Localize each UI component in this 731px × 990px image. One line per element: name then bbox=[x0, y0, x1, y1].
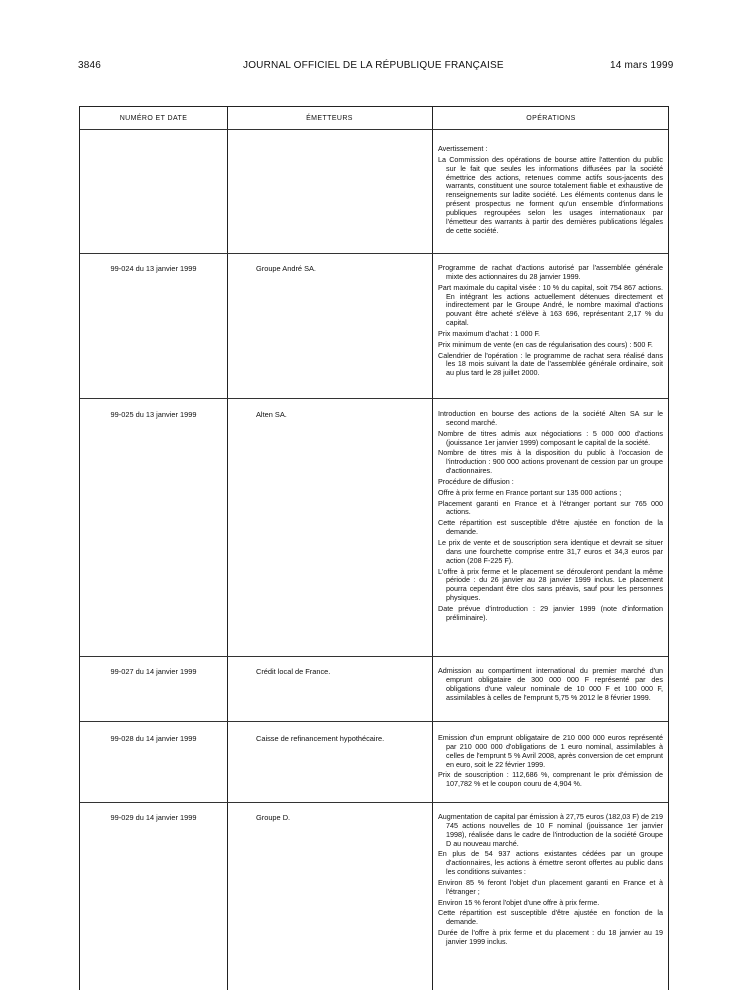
row-separator bbox=[80, 129, 668, 130]
operation-line: Environ 85 % feront l'objet d'un placement garanti en France et à l'étranger ; bbox=[438, 877, 663, 896]
journal-title: JOURNAL OFFICIEL DE LA RÉPUBLIQUE FRANÇAISE bbox=[243, 60, 504, 71]
page-number: 3846 bbox=[78, 60, 102, 71]
operations-text bbox=[438, 667, 663, 704]
operation-line: Augmentation de capital par émission à 27,75 euros (182,03 F) de 219 745 actions nouvelles de 10 F nominal (jouissance 1er janvier 1998), réalisée dans le cadre de l'introduction de la société Groupe D au nouveau marché. bbox=[438, 812, 663, 848]
operations-text bbox=[438, 813, 663, 949]
row-separator bbox=[80, 721, 668, 722]
operation-line: Procédure de diffusion : bbox=[438, 476, 514, 486]
operation-line: Date prévue d'introduction : 29 janvier 1999 (note d'information préliminaire). bbox=[438, 603, 663, 622]
column-header-operations: OPÉRATIONS bbox=[526, 114, 576, 122]
operation-line: Prix minimum de vente (en cas de régularisation des cours) : 500 F. bbox=[438, 339, 653, 349]
numero-date: 99-028 du 14 janvier 1999 bbox=[110, 734, 197, 743]
operations-table bbox=[79, 106, 669, 990]
numero-date: 99-027 du 14 janvier 1999 bbox=[110, 667, 197, 676]
emetteur: Caisse de refinancement hypothécaire. bbox=[256, 734, 385, 743]
operation-line: Part maximale du capital visée : 10 % du capital, soit 754 867 actions. En intégrant les actions actuellement détenues directement et indirectement par le Groupe André, le nombre maximal d'actions pouvant être acheté s'élève à 163 696, représentant 2,17 % du capital. bbox=[438, 282, 663, 328]
column-divider bbox=[227, 107, 228, 990]
operation-line: Nombre de titres mis à la disposition du public à l'occasion de l'introduction : 900 000 actions provenant de cession par un groupe d'actionnaires. bbox=[438, 448, 663, 476]
operations-text bbox=[438, 410, 663, 625]
operation-line: L'offre à prix ferme et le placement se dérouleront pendant la même période : du 26 janvier au 28 janvier 1999 inclus. Le placement pourra cependant être clos sans préavis, sauf pour les personnes physiques. bbox=[438, 566, 663, 603]
operation-line: Avertissement : bbox=[438, 144, 488, 153]
operation-line: Le prix de vente et de souscription sera identique et devrait se situer dans une fourchette comprise entre 31,7 euros et 34,3 euros par action (208 F-225 F). bbox=[438, 537, 663, 565]
operation-line: Placement garanti en France et à l'étranger portant sur 765 000 actions. bbox=[438, 498, 663, 517]
column-divider bbox=[432, 107, 433, 990]
row-separator bbox=[80, 253, 668, 254]
row-separator bbox=[80, 398, 668, 399]
operation-line: Cette répartition est susceptible d'être ajustée en fonction de la demande. bbox=[438, 908, 663, 927]
operation-line: Introduction en bourse des actions de la société Alten SA sur le second marché. bbox=[438, 409, 663, 427]
operation-line: Prix de souscription : 112,686 %, comprenant le prix d'émission de 107,782 % et le coupon couru de 4,904 %. bbox=[438, 770, 663, 789]
operations-text bbox=[438, 734, 663, 791]
operation-line: Offre à prix ferme en France portant sur 135 000 actions ; bbox=[438, 487, 622, 497]
emetteur: Groupe André SA. bbox=[256, 264, 316, 273]
numero-date: 99-024 du 13 janvier 1999 bbox=[110, 264, 197, 273]
column-header-emetteurs: ÉMETTEURS bbox=[306, 114, 353, 122]
operation-line: Admission au compartiment international du premier marché d'un emprunt obligataire de 300 000 000 F représenté par des obligations d'une valeur nominale de 10 000 F et 100 000 F, assimilables à celles de l'emprunt 5,75 % 2012 le 8 février 1999. bbox=[438, 666, 663, 702]
numero-date: 99-029 du 14 janvier 1999 bbox=[110, 813, 197, 822]
operation-line: Prix maximum d'achat : 1 000 F. bbox=[438, 328, 541, 338]
operations-text bbox=[438, 264, 663, 380]
emetteur: Crédit local de France. bbox=[256, 667, 331, 676]
numero-date: 99-025 du 13 janvier 1999 bbox=[110, 410, 197, 419]
operation-line: Programme de rachat d'actions autorisé par l'assemblée générale mixte des actionnaires du 28 janvier 1999. bbox=[438, 263, 663, 281]
row-separator bbox=[80, 802, 668, 803]
operation-line: Environ 15 % feront l'objet d'une offre à prix ferme. bbox=[438, 897, 600, 907]
emetteur: Groupe D. bbox=[256, 813, 291, 822]
emetteur: Alten SA. bbox=[256, 410, 287, 419]
row-separator bbox=[80, 656, 668, 657]
operation-line: Durée de l'offre à prix ferme et du placement : du 18 janvier au 19 janvier 1999 inclus. bbox=[438, 928, 663, 946]
issue-date: 14 mars 1999 bbox=[610, 60, 674, 71]
operation-line: Emission d'un emprunt obligataire de 210 000 000 euros représenté par 210 000 000 d'obligations de 1 euro nominal, assimilables à celles de l'emprunt 5 % Avril 2008, après conversion de cet emprunt en euro, soit le 22 février 1999. bbox=[438, 733, 663, 769]
column-header-numero-date: NUMÉRO ET DATE bbox=[119, 114, 188, 122]
operation-line: Calendrier de l'opération : le programme de rachat sera réalisé dans les 18 mois suivant la date de l'assemblée générale ordinaire, soit au plus tard le 28 juillet 2000. bbox=[438, 350, 663, 378]
operation-line: La Commission des opérations de bourse attire l'attention du public sur le fait que seules les informations diffusées par la société émettrice des actions, retenues comme actifs sous-jacents des warrants, constituent une source totalement fiable et exhaustive de renseignements sur ladite société. Les éléments contenus dans le présent prospectus ne forment qu'un ensemble d'informations publiques regroupées selon les usages internationaux par l'émetteur des warrants à partir des dernières publications légales de cette société. bbox=[438, 154, 663, 235]
operation-line: En plus de 54 937 actions existantes cédées par un groupe d'actionnaires, les actions à émettre seront offertes au public dans les conditions suivantes : bbox=[438, 849, 663, 877]
operation-line: Cette répartition est susceptible d'être ajustée en fonction de la demande. bbox=[438, 518, 663, 537]
operations-text bbox=[438, 145, 663, 237]
operation-line: Nombre de titres admis aux négociations : 5 000 000 d'actions (jouissance 1er janvier 1999) composant le capital de la société. bbox=[438, 428, 663, 447]
